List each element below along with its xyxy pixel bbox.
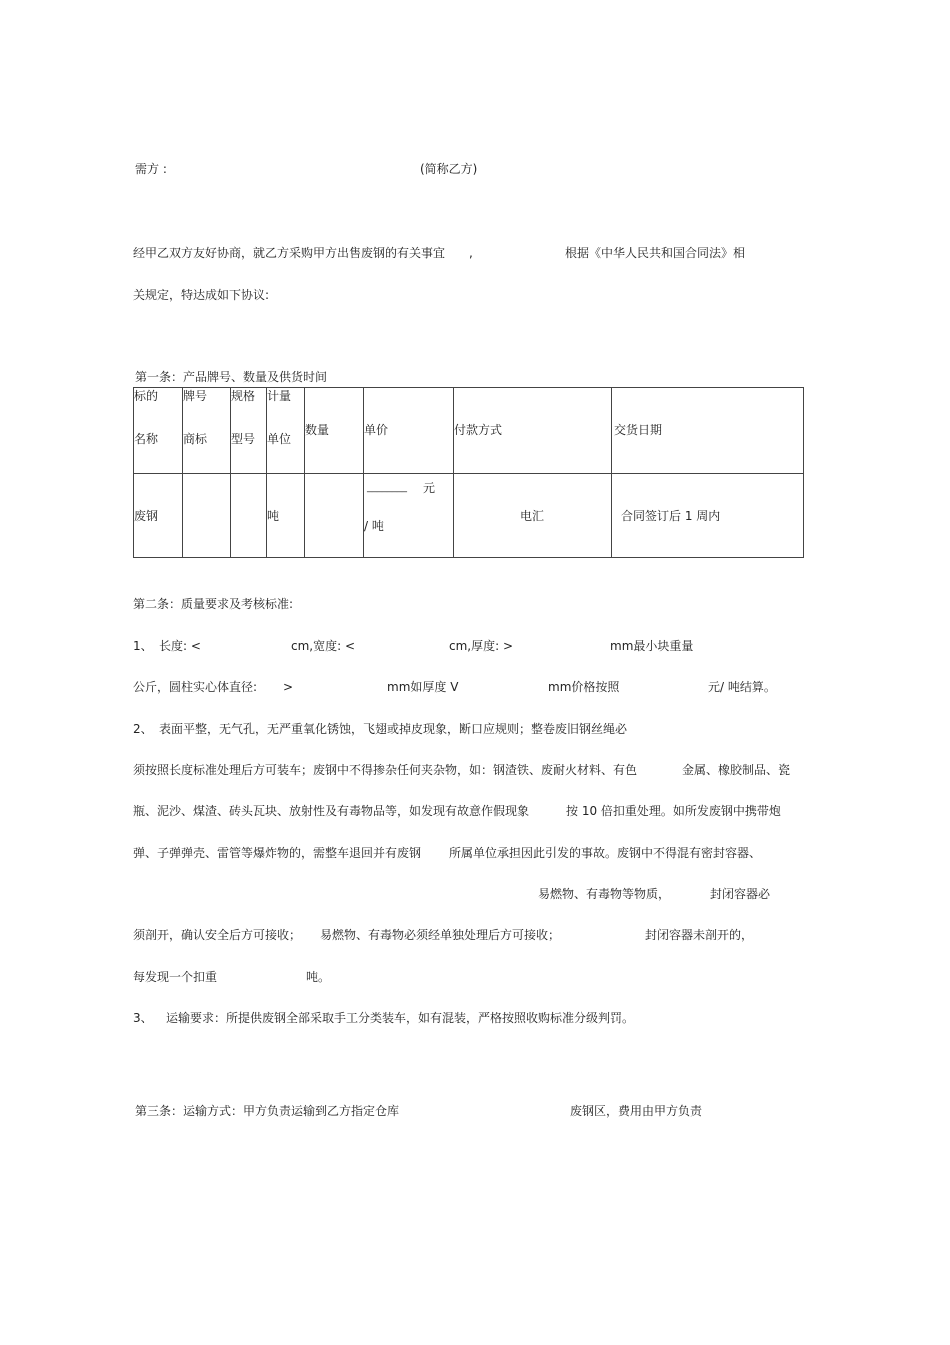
item1-settle: 元/ 吨结算。 bbox=[708, 680, 776, 694]
row-name: 废钢 bbox=[134, 509, 159, 523]
header-brand-line1: 牌号 bbox=[183, 389, 208, 403]
cell-spec bbox=[231, 474, 267, 558]
buyer-abbreviation: (简称乙方) bbox=[420, 162, 478, 176]
intro-line2: 关规定，特达成如下协议: bbox=[133, 288, 270, 302]
header-name-line1: 标的 bbox=[134, 389, 159, 403]
item2-line4-part1: 弹、子弹弹壳、雷管等爆炸物的，需整车退回并有废钢 bbox=[133, 846, 422, 860]
item2-line5-part1: 易燃物、有毒物等物质， bbox=[538, 887, 671, 901]
header-cell-name bbox=[134, 388, 183, 474]
row-payment: 电汇 bbox=[520, 509, 545, 523]
header-unit-line2: 单位 bbox=[267, 432, 292, 446]
row-unit: 吨 bbox=[267, 509, 280, 523]
item2-line2-part2: 金属、橡胶制品、瓷 bbox=[682, 763, 791, 777]
price-blank: ________ bbox=[367, 482, 407, 493]
header-cell-delivery bbox=[612, 388, 804, 474]
item1-mm-price: mm价格按照 bbox=[548, 680, 620, 694]
intro-line1-part2: 根据《中华人民共和国合同法》相 bbox=[565, 246, 746, 260]
header-spec-line1: 规格 bbox=[231, 389, 256, 403]
item1-length: 长度: < bbox=[159, 639, 201, 653]
header-brand-line2: 商标 bbox=[183, 432, 208, 446]
header-cell-spec bbox=[231, 388, 267, 474]
buyer-label: 需方 : bbox=[135, 162, 167, 176]
cell-payment bbox=[454, 474, 612, 558]
item2-line5-part2: 封闭容器必 bbox=[710, 887, 771, 901]
item2-line2-part1: 须按照长度标准处理后方可装车；废钢中不得掺杂任何夹杂物，如：钢渣铁、废耐火材料、有色 bbox=[133, 763, 638, 777]
item3-number: 3、 bbox=[133, 1011, 153, 1025]
product-table bbox=[133, 387, 804, 558]
row-delivery: 合同签订后 1 周内 bbox=[621, 509, 721, 523]
cell-delivery bbox=[612, 474, 804, 558]
item2-line4-part2: 所属单位承担因此引发的事故。废钢中不得混有密封容器、 bbox=[449, 846, 762, 860]
item2-line3-part2: 按 10 倍扣重处理。如所发废钢中携带炮 bbox=[566, 804, 781, 818]
item1-thickness: cm,厚度: > bbox=[449, 639, 514, 653]
item1-gt: > bbox=[283, 680, 294, 694]
cell-name bbox=[134, 474, 183, 558]
article3-part2: 废钢区，费用由甲方负责 bbox=[570, 1104, 703, 1118]
header-cell-price bbox=[364, 388, 454, 474]
article1-title: 第一条：产品牌号、数量及供货时间 bbox=[135, 370, 328, 384]
item2-line6-part2: 易燃物、有毒物必须经单独处理后方可接收； bbox=[320, 928, 561, 942]
header-quantity: 数量 bbox=[305, 423, 330, 437]
header-cell-payment bbox=[454, 388, 612, 474]
header-cell-unit bbox=[267, 388, 305, 474]
item2-number: 2、 bbox=[133, 722, 153, 736]
item2-line1: 表面平整，无气孔，无严重氧化锈蚀，飞翅或掉皮现象，断口应规则；整卷废旧钢丝绳必 bbox=[159, 722, 628, 736]
header-payment: 付款方式 bbox=[454, 423, 503, 437]
header-price: 单价 bbox=[364, 423, 389, 437]
cell-price bbox=[364, 474, 454, 558]
header-name-line2: 名称 bbox=[134, 432, 159, 446]
cell-unit bbox=[267, 474, 305, 558]
cell-quantity bbox=[305, 474, 364, 558]
header-unit-line1: 计量 bbox=[267, 389, 292, 403]
item1-width: cm,宽度: < bbox=[291, 639, 356, 653]
item2-line7-part2: 吨。 bbox=[306, 970, 331, 984]
price-unit-ton: / 吨 bbox=[364, 519, 384, 533]
item3-text: 运输要求：所提供废钢全部采取手工分类装车，如有混装，严格按照收购标准分级判罚。 bbox=[166, 1011, 635, 1025]
header-cell-quantity bbox=[305, 388, 364, 474]
item1-mm-thick: mm如厚度 V bbox=[387, 680, 459, 694]
header-cell-brand bbox=[183, 388, 231, 474]
cell-brand bbox=[183, 474, 231, 558]
price-unit-yuan: 元 bbox=[423, 481, 436, 495]
header-delivery: 交货日期 bbox=[614, 423, 663, 437]
article3-part1: 第三条：运输方式：甲方负责运输到乙方指定仓库 bbox=[135, 1104, 400, 1118]
item2-line7-part1: 每发现一个扣重 bbox=[133, 970, 218, 984]
item2-line6-part1: 须剖开，确认安全后方可接收； bbox=[133, 928, 302, 942]
article2-title: 第二条：质量要求及考核标准: bbox=[133, 597, 294, 611]
item1-number: 1、 bbox=[133, 639, 153, 653]
intro-line1-part1: 经甲乙双方友好协商，就乙方采购甲方出售废钢的有关事宜 bbox=[133, 246, 446, 260]
item1-kg: 公斤，圆柱实心体直径: bbox=[133, 680, 258, 694]
header-spec-line2: 型号 bbox=[231, 432, 256, 446]
item2-line6-part3: 封闭容器未剖开的， bbox=[645, 928, 754, 942]
item2-line3-part1: 瓶、泥沙、煤渣、砖头瓦块、放射性及有毒物品等，如发现有故意作假现象 bbox=[133, 804, 530, 818]
table-row bbox=[134, 474, 804, 558]
item1-min-weight: mm最小块重量 bbox=[610, 639, 694, 653]
table-header-row bbox=[134, 388, 804, 474]
intro-line1-comma: , bbox=[469, 246, 473, 260]
